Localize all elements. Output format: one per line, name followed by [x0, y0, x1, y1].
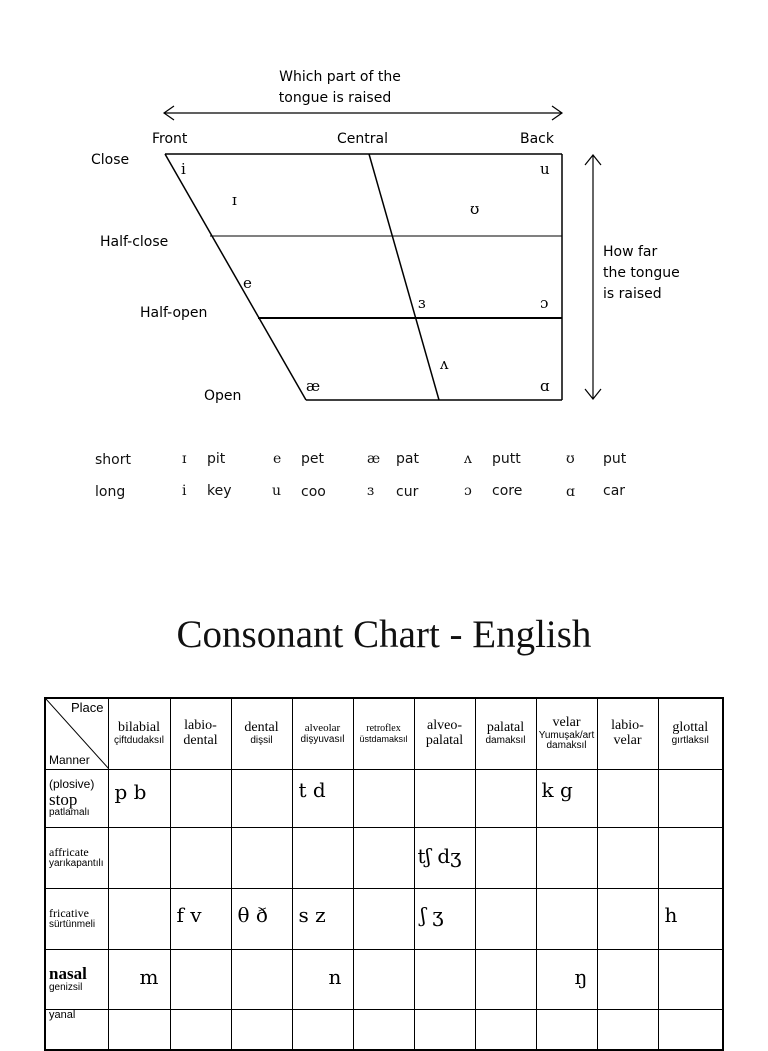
row-header-stop: (plosive) stop patlamalı — [45, 770, 108, 828]
key-short-word: pit — [207, 451, 226, 467]
key-long-symbol: ɔ — [464, 483, 472, 499]
cell-nasal-dental — [231, 950, 292, 1010]
key-long-symbol: ɜ — [367, 483, 375, 499]
row-close: Close — [91, 152, 130, 168]
cell-lateral-dental — [231, 1010, 292, 1050]
horizontal-arrow — [164, 106, 562, 120]
row-fricative — [45, 889, 723, 950]
top-label-line1: Which part of the — [279, 69, 401, 85]
row-half-open: Half-open — [140, 305, 208, 321]
key-long-label: long — [95, 484, 126, 500]
col-header-dental: dental dişsil — [231, 698, 292, 770]
row-header-fricative: fricative sürtünmeli — [45, 889, 108, 950]
cell-affricate-retroflex — [353, 828, 414, 889]
key-short-word: put — [603, 451, 627, 467]
consonant-chart-title: Consonant Chart - English — [176, 613, 592, 656]
col-back: Back — [520, 131, 554, 147]
cell-nasal-retroflex — [353, 950, 414, 1010]
header-row — [45, 698, 723, 770]
row-affricate — [45, 828, 723, 889]
key-short-symbol: æ — [367, 451, 381, 467]
cell-fricative-dental: θ ð — [231, 889, 292, 950]
col-header-alveolar: alveolar dişyuvasıl — [292, 698, 353, 770]
cell-fricative-alveolar: s z — [292, 889, 353, 950]
cell-stop-labio-dental — [170, 770, 231, 828]
key-short-symbol: ʊ — [566, 451, 575, 467]
corner-place: Place — [70, 700, 104, 715]
cell-affricate-glottal — [658, 828, 723, 889]
cell-affricate-labio-dental — [170, 828, 231, 889]
vowel-ʊ: ʊ — [470, 200, 480, 218]
cell-affricate-dental — [231, 828, 292, 889]
cell-affricate-palatal — [475, 828, 536, 889]
key-long-symbol: u — [272, 483, 282, 499]
col-header-labio-velar: labio-velar — [597, 698, 658, 770]
cell-fricative-glottal: h — [658, 889, 723, 950]
vowel-ɑ: ɑ — [540, 377, 550, 395]
col-header-retroflex: retroflex üstdamaksıl — [353, 698, 414, 770]
cell-lateral-glottal — [658, 1010, 723, 1050]
cell-fricative-labio-dental: f v — [170, 889, 231, 950]
cell-fricative-palatal — [475, 889, 536, 950]
side-label-line3: is raised — [603, 286, 662, 302]
col-header-glottal: glottal gırtlaksıl — [658, 698, 723, 770]
cell-stop-alveolar: t d — [292, 770, 353, 828]
key-long-symbol: ɑ — [566, 484, 575, 500]
row-header-lateral: yanal — [45, 1010, 108, 1050]
cell-nasal-velar: ŋ — [536, 950, 597, 1010]
cell-lateral-bilabial — [108, 1010, 170, 1050]
row-lateral — [45, 1010, 723, 1050]
cell-stop-palatal — [475, 770, 536, 828]
row-open: Open — [204, 388, 242, 404]
vowel-i: i — [181, 160, 186, 178]
cell-lateral-alveo-palatal — [414, 1010, 475, 1050]
vowel-ɔ: ɔ — [540, 294, 549, 312]
side-label-line2: the tongue — [603, 265, 680, 281]
cell-stop-alveo-palatal — [414, 770, 475, 828]
key-short-symbol: e — [273, 451, 282, 467]
cell-nasal-alveolar: n — [292, 950, 353, 1010]
cell-lateral-alveolar — [292, 1010, 353, 1050]
cell-nasal-palatal — [475, 950, 536, 1010]
col-header-palatal: palatal damaksıl — [475, 698, 536, 770]
cell-fricative-bilabial — [108, 889, 170, 950]
vowel-u: u — [540, 160, 550, 178]
cell-affricate-alveolar — [292, 828, 353, 889]
cell-stop-glottal — [658, 770, 723, 828]
cell-stop-bilabial: p b — [108, 770, 170, 828]
key-long-word: key — [207, 483, 232, 499]
cell-fricative-labio-velar — [597, 889, 658, 950]
cell-lateral-palatal — [475, 1010, 536, 1050]
cell-affricate-velar — [536, 828, 597, 889]
cell-affricate-labio-velar — [597, 828, 658, 889]
cell-fricative-alveo-palatal: ʃ ʒ — [414, 889, 475, 950]
cell-affricate-bilabial — [108, 828, 170, 889]
key-short-label: short — [95, 452, 131, 468]
consonant-table — [44, 697, 724, 1051]
cell-lateral-labio-velar — [597, 1010, 658, 1050]
cell-stop-retroflex — [353, 770, 414, 828]
cell-stop-labio-velar — [597, 770, 658, 828]
top-label-line2: tongue is raised — [278, 90, 392, 106]
col-central: Central — [337, 131, 388, 147]
row-header-nasal: nasal genizsil — [45, 950, 108, 1010]
vowel-e: e — [243, 274, 252, 292]
col-header-bilabial: bilabial çiftdudaksıl — [108, 698, 170, 770]
key-long-word: core — [492, 483, 523, 499]
key-long-word: cur — [396, 484, 419, 500]
cell-nasal-labio-velar — [597, 950, 658, 1010]
cell-affricate-alveo-palatal: tʃ dʒ — [414, 828, 475, 889]
col-front: Front — [152, 131, 188, 147]
cell-nasal-glottal — [658, 950, 723, 1010]
row-nasal — [45, 950, 723, 1010]
row-stop — [45, 770, 723, 828]
cell-stop-dental — [231, 770, 292, 828]
col-header-labio-dental: labio-dental — [170, 698, 231, 770]
row-half-close: Half-close — [100, 234, 169, 250]
vowel-ɜ: ɜ — [418, 294, 426, 312]
cell-lateral-velar — [536, 1010, 597, 1050]
vertical-arrow — [585, 155, 601, 399]
key-short-symbol: ɪ — [182, 451, 187, 467]
cell-stop-velar: k g — [536, 770, 597, 828]
key-long-word: coo — [301, 484, 326, 500]
vowel-trapezoid — [165, 154, 562, 400]
cell-nasal-labio-dental — [170, 950, 231, 1010]
side-label-line1: How far — [603, 244, 658, 260]
cell-fricative-velar — [536, 889, 597, 950]
key-short-word: pet — [301, 451, 324, 467]
key-short-symbol: ʌ — [464, 451, 472, 467]
cell-fricative-retroflex — [353, 889, 414, 950]
key-short-word: putt — [492, 451, 521, 467]
key-long-word: car — [603, 483, 626, 499]
cell-lateral-labio-dental — [170, 1010, 231, 1050]
col-header-alveo-palatal: alveo-palatal — [414, 698, 475, 770]
cell-nasal-alveo-palatal — [414, 950, 475, 1010]
key-long-symbol: i — [182, 483, 187, 499]
corner-manner: Manner — [49, 753, 90, 768]
key-short-word: pat — [396, 451, 419, 467]
vowel-ʌ: ʌ — [440, 355, 449, 373]
cell-nasal-bilabial: m — [108, 950, 170, 1010]
vowel-æ: æ — [306, 377, 321, 395]
row-header-affricate: affricate yarıkapantılı — [45, 828, 108, 889]
vowel-ɪ: ɪ — [232, 191, 237, 209]
cell-lateral-retroflex — [353, 1010, 414, 1050]
col-header-velar: velar Yumuşak/art damaksıl — [536, 698, 597, 770]
corner-cell — [45, 698, 108, 770]
